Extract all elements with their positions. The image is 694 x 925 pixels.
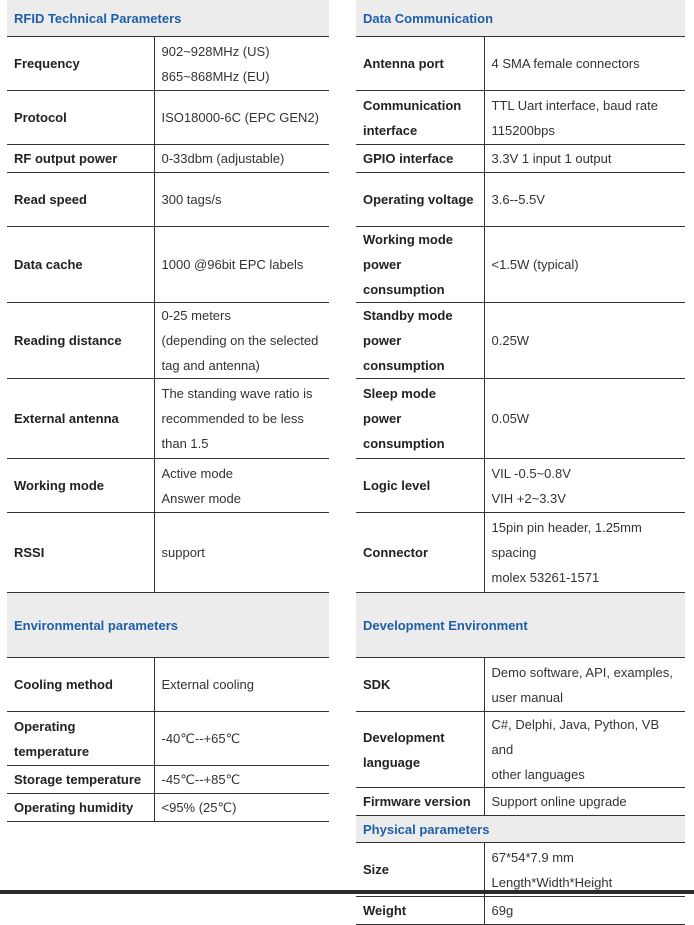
row-key: Development language xyxy=(356,712,484,788)
table-row xyxy=(7,303,329,379)
row-value: support xyxy=(154,513,329,593)
table-row xyxy=(356,459,685,513)
table-row xyxy=(356,658,685,712)
table-row xyxy=(7,712,329,766)
row-key: External antenna xyxy=(7,379,154,459)
row-key: Size xyxy=(356,843,484,897)
row-value: 67*54*7.9 mm Length*Width*Height xyxy=(484,843,685,897)
table-row xyxy=(7,658,329,712)
row-key: Operating humidity xyxy=(7,794,154,822)
row-value: -45℃--+85℃ xyxy=(154,766,329,794)
row-key: Storage temperature xyxy=(7,766,154,794)
row-key: Read speed xyxy=(7,173,154,227)
row-key: Working mode xyxy=(7,459,154,513)
row-value: 300 tags/s xyxy=(154,173,329,227)
rfid-section-title: RFID Technical Parameters xyxy=(7,0,329,36)
row-key: Sleep mode power consumption xyxy=(356,379,484,459)
row-key: Reading distance xyxy=(7,303,154,379)
environmental-parameters-table xyxy=(7,657,329,822)
table-row xyxy=(7,91,329,145)
row-key: Data cache xyxy=(7,227,154,303)
row-key: Antenna port xyxy=(356,37,484,91)
row-value: 3.6--5.5V xyxy=(484,173,685,227)
table-row xyxy=(356,227,685,303)
row-value: 0.05W xyxy=(484,379,685,459)
physical-parameters-table xyxy=(356,842,685,925)
row-value: 0-33dbm (adjustable) xyxy=(154,145,329,173)
table-row xyxy=(7,766,329,794)
right-column xyxy=(356,0,685,925)
table-row xyxy=(356,788,685,816)
row-key: Working mode power consumption xyxy=(356,227,484,303)
row-value: 4 SMA female connectors xyxy=(484,37,685,91)
row-key: Cooling method xyxy=(7,658,154,712)
table-row xyxy=(356,379,685,459)
row-key: Operating voltage xyxy=(356,173,484,227)
row-value: Active mode Answer mode xyxy=(154,459,329,513)
row-key: Firmware version xyxy=(356,788,484,816)
row-value: 1000 @96bit EPC labels xyxy=(154,227,329,303)
table-row xyxy=(7,794,329,822)
row-key: Operating temperature xyxy=(7,712,154,766)
horizontal-scrollbar[interactable] xyxy=(0,890,694,894)
table-row xyxy=(356,513,685,593)
row-value: -40℃--+65℃ xyxy=(154,712,329,766)
row-value: 15pin pin header, 1.25mm spacing molex 53261-1571 xyxy=(484,513,685,593)
row-value: Support online upgrade xyxy=(484,788,685,816)
table-row xyxy=(356,37,685,91)
table-row xyxy=(7,513,329,593)
row-key: Standby mode power consumption xyxy=(356,303,484,379)
table-row xyxy=(356,897,685,925)
rfid-parameters-table xyxy=(7,36,329,593)
table-row xyxy=(7,173,329,227)
row-key: Logic level xyxy=(356,459,484,513)
row-key: Frequency xyxy=(7,37,154,91)
row-key: Weight xyxy=(356,897,484,925)
row-value: 0-25 meters (depending on the selected tag and antenna) xyxy=(154,303,329,379)
development-environment-table xyxy=(356,657,685,816)
table-row xyxy=(7,379,329,459)
table-row xyxy=(356,303,685,379)
development-environment-section-title: Development Environment xyxy=(356,593,685,657)
table-row xyxy=(7,37,329,91)
row-value: <95% (25℃) xyxy=(154,794,329,822)
row-key: Connector xyxy=(356,513,484,593)
row-value: The standing wave ratio is recommended to be less than 1.5 xyxy=(154,379,329,459)
row-value: VIL -0.5~0.8V VIH +2~3.3V xyxy=(484,459,685,513)
row-key: GPIO interface xyxy=(356,145,484,173)
table-row xyxy=(7,145,329,173)
row-value: 902~928MHz (US) 865~868MHz (EU) xyxy=(154,37,329,91)
table-row xyxy=(356,173,685,227)
table-row xyxy=(7,459,329,513)
row-value: <1.5W (typical) xyxy=(484,227,685,303)
row-value: 69g xyxy=(484,897,685,925)
physical-parameters-section-title: Physical parameters xyxy=(356,816,685,842)
left-column xyxy=(7,0,329,822)
table-row xyxy=(356,91,685,145)
data-communication-section-title: Data Communication xyxy=(356,0,685,36)
data-communication-table xyxy=(356,36,685,593)
row-value: 3.3V 1 input 1 output xyxy=(484,145,685,173)
table-row xyxy=(356,843,685,897)
table-row xyxy=(356,145,685,173)
row-key: SDK xyxy=(356,658,484,712)
table-row xyxy=(7,227,329,303)
row-value: C#, Delphi, Java, Python, VB and other languages xyxy=(484,712,685,788)
row-key: Protocol xyxy=(7,91,154,145)
row-key: RSSI xyxy=(7,513,154,593)
row-value: 0.25W xyxy=(484,303,685,379)
environmental-section-title: Environmental parameters xyxy=(7,593,329,657)
row-key: RF output power xyxy=(7,145,154,173)
row-value: ISO18000-6C (EPC GEN2) xyxy=(154,91,329,145)
row-value: Demo software, API, examples, user manual xyxy=(484,658,685,712)
row-value: External cooling xyxy=(154,658,329,712)
row-value: TTL Uart interface, baud rate 115200bps xyxy=(484,91,685,145)
table-row xyxy=(356,712,685,788)
row-key: Communication interface xyxy=(356,91,484,145)
